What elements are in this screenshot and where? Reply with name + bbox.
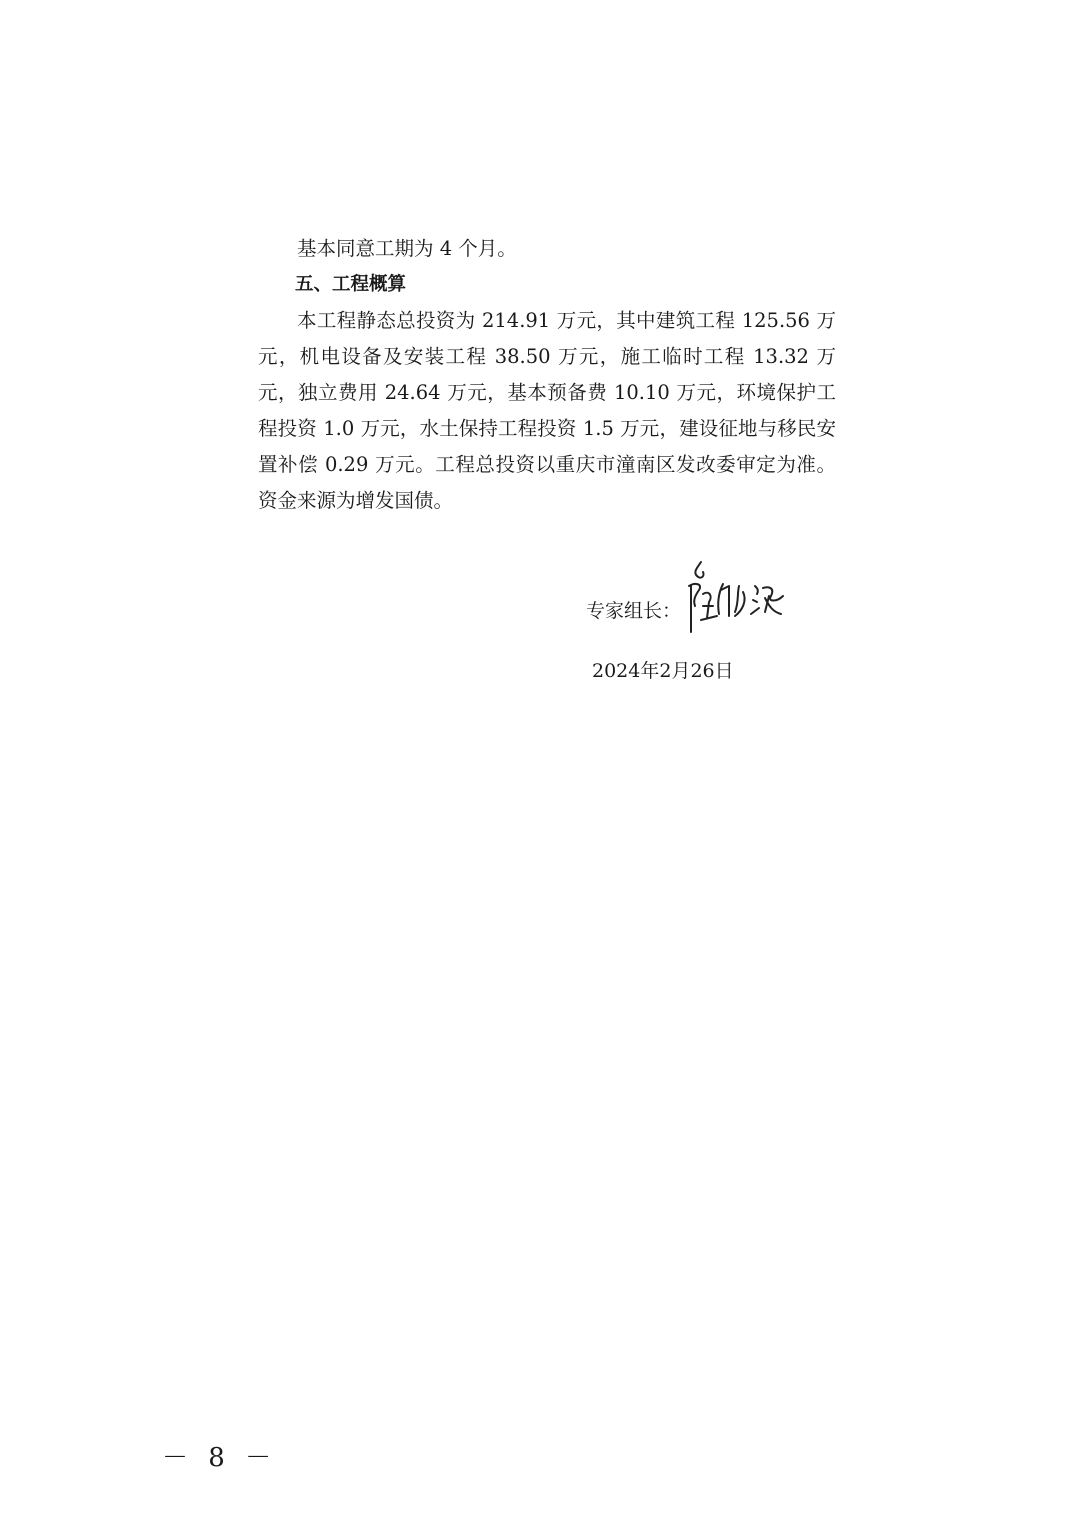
schedule-sentence: 基本同意工期为 4 个月。: [297, 237, 517, 260]
handwritten-signature: [683, 556, 793, 646]
section-heading: 五、工程概算: [295, 274, 407, 295]
signature-block: [586, 578, 793, 638]
signature-label: 专家组长：: [586, 600, 682, 622]
page-number: － 8 －: [162, 1443, 278, 1473]
budget-paragraph: 本工程静态总投资为 214.91 万元，其中建筑工程 125.56 万元，机电设备及安装工程 38.50 万元，施工临时工程 13.32 万元，独立费用 24.64 万元，基本预备费 10.10 万元，环境保护工程投资 1.0 万元，水土保持工程投资 1.5 万元，建设征地与移民安置补偿 0.29 万元。工程总投资以重庆市潼南区发改委审定为准。资金来源为增发国债。: [258, 309, 836, 512]
signing-date: 2024年2月26日: [592, 660, 734, 682]
